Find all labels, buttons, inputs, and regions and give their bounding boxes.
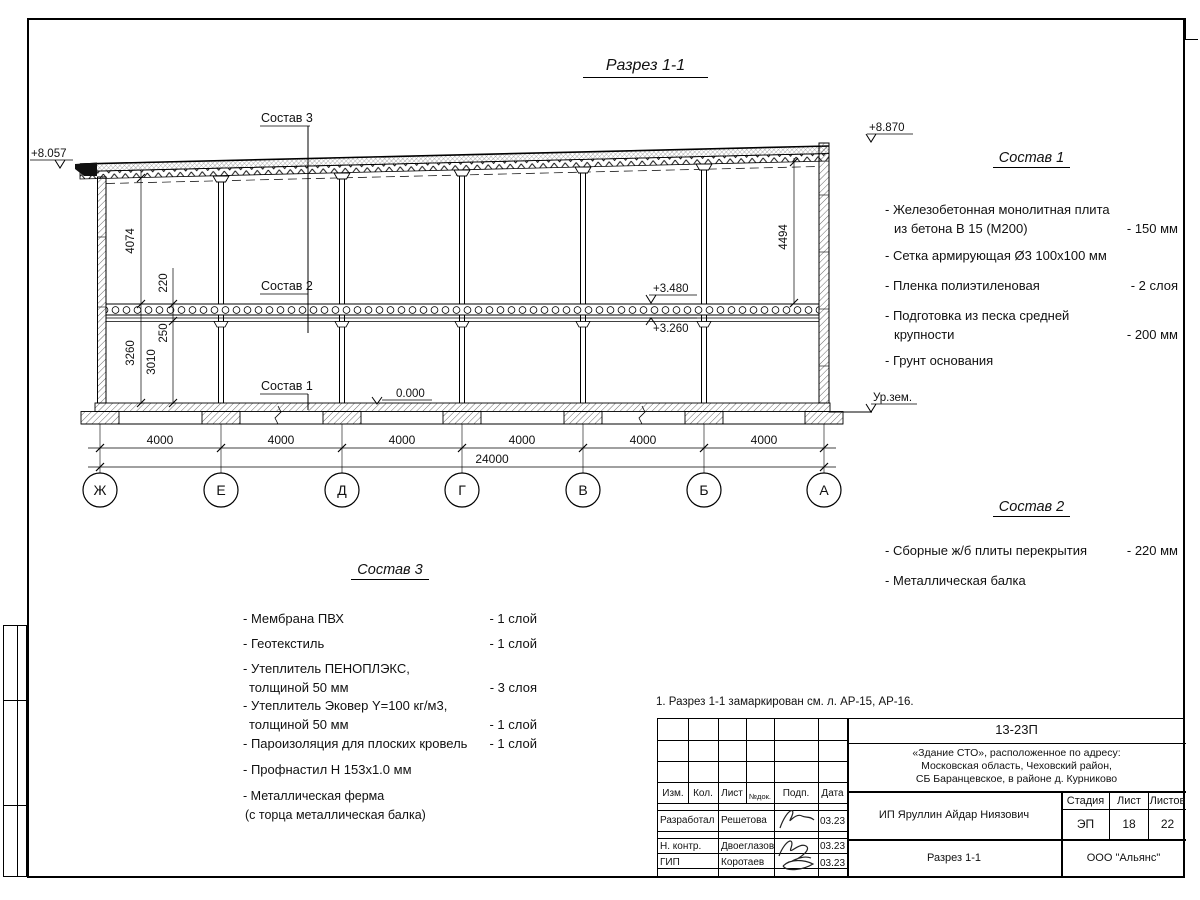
- dim-span-5: 4000: [629, 433, 657, 447]
- sheet-label: Лист: [1117, 795, 1141, 807]
- list-item: - Профнастил Н 153х1.0 мм: [243, 762, 412, 777]
- dim-span-4: 4000: [508, 433, 536, 447]
- list-item: - Грунт основания: [885, 353, 994, 368]
- callout-sostav3: Состав 3: [261, 111, 313, 125]
- vertical-dimension-labels-left: [125, 228, 170, 375]
- drawing-note: 1. Разрез 1-1 замаркирован см. л. АР-15, АР-16.: [656, 696, 914, 708]
- list-item: - Металлическая балка: [885, 573, 1026, 588]
- client-name: ИП Яруллин Айдар Ниязович: [878, 809, 1030, 821]
- axis-label-2: Е: [216, 482, 226, 498]
- sostav2-list: [885, 0, 1178, 620]
- row-name: Двоеглазов: [721, 841, 775, 852]
- row-date: 03.23: [819, 816, 846, 827]
- axis-label-1: Ж: [93, 482, 107, 498]
- sostav2-title: Состав 2: [885, 499, 1178, 515]
- list-item: - Мембрана ПВХ - 1 слой: [243, 611, 537, 626]
- sheets-value: 22: [1160, 817, 1175, 831]
- elev-roof-left: +8.057: [31, 148, 67, 160]
- list-item: - Утеплитель ПЕНОПЛЭКС, толщиной 50 мм - 3 слоя: [243, 661, 537, 695]
- project-line2: Московская область, Чеховский район,: [921, 760, 1112, 772]
- company-name: ООО "Альянс": [1086, 852, 1161, 864]
- doc-name: Разрез 1-1: [926, 852, 981, 864]
- elev-ground: Ур.зем.: [873, 392, 913, 404]
- list-item: - Геотекстиль - 1 слой: [243, 636, 537, 651]
- col-data: Дата: [821, 788, 844, 799]
- col-izm: Изм.: [662, 788, 684, 799]
- stage-label: Стадия: [1066, 795, 1105, 807]
- callout-sostav1: Состав 1: [261, 379, 313, 393]
- dim-3010: 3010: [146, 349, 158, 375]
- axis-label-7: А: [819, 482, 829, 498]
- list-item: - Пароизоляция для плоских кровель - 1 слой: [243, 736, 537, 751]
- row-date: 03.23: [819, 841, 846, 852]
- elev-floor: 0.000: [396, 388, 425, 400]
- col-podp: Подп.: [782, 788, 810, 799]
- row-date: 03.23: [819, 858, 846, 869]
- dim-span-3: 4000: [388, 433, 416, 447]
- row-role: Н. контр.: [660, 841, 702, 852]
- axis-label-3: Д: [337, 482, 347, 498]
- list-item: - Сборные ж/б плиты перекрытия - 220 мм: [885, 543, 1178, 558]
- col-ndok: №док.: [749, 792, 771, 801]
- dim-span-2: 4000: [267, 433, 295, 447]
- col-list: Лист: [721, 788, 743, 799]
- sheets-label: Листов: [1149, 795, 1186, 807]
- sostav3-list: [243, 0, 537, 830]
- list-item: - Металлическая ферма (с торца металлическая балка): [243, 789, 426, 822]
- row-role: Разработал: [660, 815, 715, 826]
- axis-label-5: В: [578, 482, 588, 498]
- project-line1: «Здание СТО», расположенное по адресу:: [912, 747, 1121, 759]
- sostav3-title: Состав 3: [243, 562, 537, 578]
- signatures: [775, 804, 818, 876]
- sheet-value: 18: [1122, 817, 1136, 831]
- col-kol: Кол.: [693, 788, 713, 799]
- axis-label-6: Б: [699, 482, 709, 498]
- elev-slab-top: +3.480: [653, 283, 689, 295]
- dim-total: 24000: [475, 452, 509, 466]
- list-item: - Утеплитель Эковер Y=100 кг/м3, толщиной 50 мм - 1 слой: [243, 698, 537, 732]
- eave-detail: [75, 163, 97, 177]
- list-item: - Железобетонная монолитная плита из бетона В 15 (М200) - 150 мм: [885, 202, 1178, 236]
- row-name: Коротаев: [721, 857, 765, 868]
- project-line3: СБ Баранцевское, в районе д. Курниково: [915, 773, 1118, 785]
- drawing-title: Разрез 1-1: [583, 57, 708, 78]
- dim-4074: 4074: [125, 228, 137, 254]
- list-item: - Подготовка из песка средней крупности - 200 мм: [885, 308, 1178, 342]
- dim-span-6: 4000: [750, 433, 778, 447]
- axis-label-4: Г: [458, 482, 466, 498]
- dim-3260: 3260: [125, 340, 137, 366]
- dim-220: 220: [158, 273, 170, 293]
- title-block: [657, 718, 1185, 878]
- callout-sostav2: Состав 2: [261, 279, 313, 293]
- row-role: ГИП: [660, 857, 680, 868]
- list-item: - Пленка полиэтиленовая - 2 слоя: [885, 278, 1178, 293]
- sostav1-title: Состав 1: [885, 150, 1178, 166]
- list-item: - Сетка армирующая Ø3 100х100 мм: [885, 248, 1107, 263]
- row-name: Решетова: [721, 815, 767, 826]
- dim-4494: 4494: [778, 224, 790, 250]
- stage-value: ЭП: [1076, 817, 1095, 831]
- dim-250: 250: [158, 323, 170, 343]
- elev-slab-bottom: +3.260: [653, 323, 689, 335]
- doc-code: 13-23П: [995, 722, 1038, 737]
- elev-roof-right: +8.870: [869, 122, 905, 134]
- vertical-dimension-right: [790, 158, 798, 307]
- dim-span-1: 4000: [146, 433, 174, 447]
